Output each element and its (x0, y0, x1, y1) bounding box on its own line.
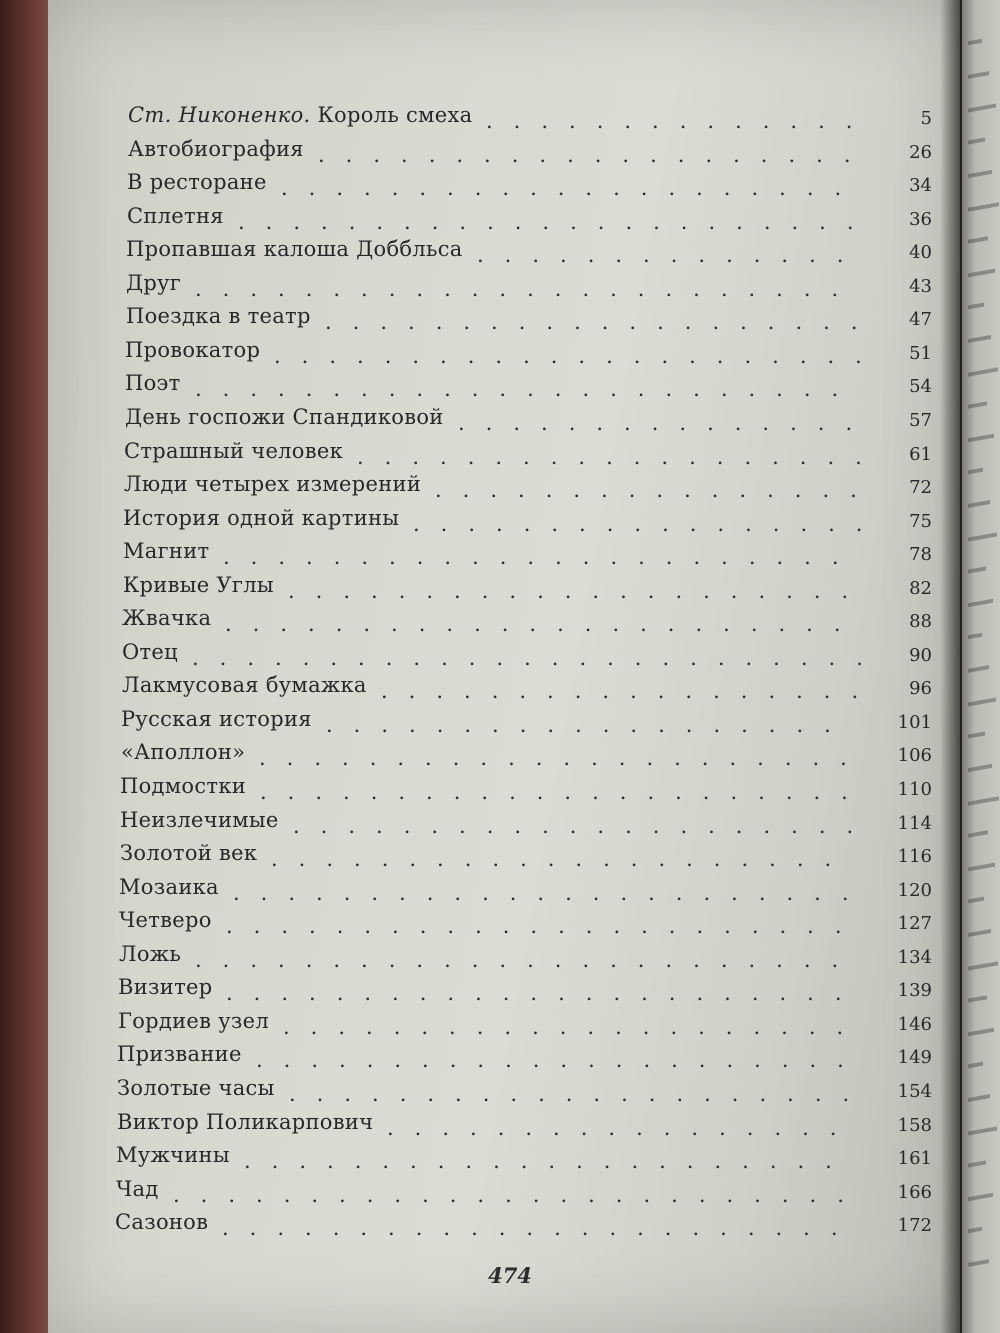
toc-dot-leader: ................... (326, 713, 852, 737)
toc-dot-leader: ................ (435, 478, 878, 502)
toc-entry (0, 840, 1000, 870)
toc-entry-title-text: Золотые часы (117, 1076, 275, 1100)
toc-entry-title-text: История одной картины (123, 506, 400, 530)
toc-dot-leader: ....................... (238, 210, 875, 234)
toc-entry-page: 161 (897, 1148, 932, 1169)
toc-entry-page: 72 (909, 477, 932, 498)
toc-entry-page: 149 (897, 1047, 932, 1068)
toc-dot-leader: ..................... (281, 176, 863, 200)
toc-entry-page: 88 (909, 611, 932, 632)
toc-dot-leader: ..................... (283, 1015, 865, 1039)
toc-dot-leader: ................. (413, 512, 884, 536)
toc-entry-page: 127 (897, 913, 932, 934)
toc-entry-page: 26 (909, 142, 932, 163)
toc-dot-leader: ..................... (289, 1082, 871, 1106)
toc-entry-title-text: Призвание (117, 1042, 242, 1066)
toc-dot-leader: .................. (381, 679, 880, 703)
toc-dot-leader: ...................... (259, 746, 868, 770)
toc-entry-title (121, 739, 245, 765)
toc-entry (0, 1109, 1000, 1139)
toc-entry (0, 874, 1000, 904)
toc-entry (0, 471, 1000, 501)
toc-entry-title (127, 203, 224, 229)
toc-entry-title (128, 102, 472, 128)
toc-entry-title (125, 337, 260, 363)
toc-entry-page: 116 (897, 846, 932, 867)
toc-entry-title (119, 941, 181, 967)
toc-entry-page: 172 (897, 1215, 932, 1236)
toc-entry (0, 236, 1000, 266)
toc-entry-page: 47 (909, 309, 932, 330)
toc-entry-title (118, 1008, 269, 1034)
toc-dot-leader: ...................... (260, 780, 869, 804)
toc-dot-leader: ................... (357, 445, 883, 469)
toc-dot-leader: .............. (486, 109, 874, 133)
toc-entry-title (126, 236, 463, 262)
toc-dot-leader: ..................... (271, 847, 853, 871)
toc-entry-page: 158 (897, 1115, 932, 1136)
toc-entry-title-text: Сплетня (127, 204, 224, 228)
toc-dot-leader: ..................... (293, 814, 875, 838)
toc-entry (0, 270, 1000, 300)
toc-entry (0, 1209, 1000, 1239)
toc-entry-title (121, 706, 312, 732)
toc-entry-title-text: Золотой век (120, 841, 258, 865)
toc-entry-title (122, 639, 178, 665)
toc-entry (0, 739, 1000, 769)
toc-entry (0, 337, 1000, 367)
toc-entry-title (127, 169, 267, 195)
toc-dot-leader: ....................... (226, 981, 863, 1005)
toc-entry-title-text: Кривые Углы (123, 573, 274, 597)
toc-entry-title (126, 303, 311, 329)
toc-entry-page: 96 (909, 678, 932, 699)
toc-entry-page: 36 (909, 209, 932, 230)
toc-entry-title-text: Сазонов (115, 1210, 209, 1234)
toc-entry (0, 203, 1000, 233)
toc-dot-leader: .................... (318, 143, 872, 167)
toc-entry-page: 101 (897, 712, 932, 733)
toc-entry (0, 706, 1000, 736)
toc-entry (0, 303, 1000, 333)
toc-entry-title (119, 874, 219, 900)
toc-entry-title-text: Чад (116, 1177, 159, 1201)
toc-entry-page: 120 (897, 880, 932, 901)
toc-entry-page: 154 (897, 1081, 932, 1102)
toc-entry (0, 807, 1000, 837)
toc-entry-title-text: Ложь (119, 942, 182, 966)
toc-entry (0, 773, 1000, 803)
toc-entry-title-text: Пропавшая калоша Доббльса (126, 237, 463, 261)
toc-entry (0, 605, 1000, 635)
toc-entry-title-text: День госпожи Спандиковой (125, 405, 444, 429)
toc-entry-title (119, 907, 212, 933)
toc-entry-title (123, 538, 209, 564)
toc-entry (0, 1075, 1000, 1105)
toc-entry-page: 40 (909, 242, 932, 263)
toc-entry-title-text: Визитер (118, 975, 213, 999)
toc-entry-title-text: Жвачка (122, 606, 212, 630)
toc-entry-title-text: Люди четырех измерений (124, 472, 422, 496)
toc-dot-leader: ....................... (223, 545, 860, 569)
toc-entry (0, 404, 1000, 434)
toc-entry-title (120, 807, 279, 833)
toc-entry-page: 106 (897, 745, 932, 766)
toc-entry-page: 90 (909, 645, 932, 666)
toc-entry (0, 1008, 1000, 1038)
toc-dot-leader: ................. (387, 1116, 858, 1140)
toc-entry-title-text: Поэт (125, 371, 181, 395)
toc-dot-leader: ............... (458, 411, 874, 435)
toc-entry (0, 672, 1000, 702)
toc-entry-page: 51 (909, 343, 932, 364)
toc-entry-title-text: Виктор Поликарпович (117, 1110, 374, 1134)
toc-entry-author: Ст. Никоненко. (128, 103, 311, 127)
toc-dot-leader: ......................... (173, 1183, 865, 1207)
toc-dot-leader: ...................... (274, 344, 883, 368)
toc-entry-title (128, 136, 304, 162)
toc-entry-title-text: Четверо (119, 908, 212, 932)
toc-entry-page: 5 (920, 108, 932, 129)
toc-dot-leader: ....................... (222, 1216, 859, 1240)
toc-dot-leader: ..................... (288, 579, 870, 603)
toc-entry-title (115, 1209, 208, 1235)
toc-entry-title-text: Мозаика (119, 875, 219, 899)
toc-entry (0, 438, 1000, 468)
toc-entry (0, 941, 1000, 971)
toc-entry-page: 134 (897, 947, 932, 968)
toc-entry-title (126, 270, 181, 296)
toc-entry (0, 639, 1000, 669)
toc-entry-page: 34 (909, 175, 932, 196)
toc-dot-leader: ........................ (195, 277, 860, 301)
toc-entry-title-text: Автобиография (128, 137, 304, 161)
toc-entry-page: 43 (909, 276, 932, 297)
toc-entry-title (117, 1041, 242, 1067)
toc-entry-page: 114 (897, 813, 932, 834)
toc-entry-title (125, 370, 181, 396)
toc-entry (0, 505, 1000, 535)
toc-entry-title-text: Мужчины (116, 1143, 230, 1167)
toc-entry-title-text: Король смеха (317, 103, 473, 127)
toc-entry (0, 974, 1000, 1004)
toc-entry-title-text: Неизлечимые (120, 808, 279, 832)
toc-entry (0, 907, 1000, 937)
toc-entry-title (124, 438, 343, 464)
toc-dot-leader: ......................... (192, 646, 884, 670)
toc-entry-page: 78 (909, 544, 932, 565)
toc-entry-title-text: Лакмусовая бумажка (122, 673, 367, 697)
toc-entry (0, 102, 1000, 132)
toc-entry-title-text: «Аполлон» (121, 740, 246, 764)
toc-entry-title (123, 572, 274, 598)
toc-entry-title (117, 1075, 275, 1101)
toc-dot-leader: ....................... (226, 914, 863, 938)
toc-dot-leader: ...................... (244, 1149, 853, 1173)
toc-entry (0, 1142, 1000, 1172)
toc-entry (0, 1041, 1000, 1071)
toc-entry-title (122, 605, 211, 631)
toc-entry-title (125, 404, 444, 430)
toc-entry-title-text: Провокатор (125, 338, 261, 362)
toc-entry-title-text: Русская история (121, 707, 312, 731)
toc-entry-title (117, 1109, 373, 1135)
toc-entry-page: 166 (897, 1182, 932, 1203)
toc-entry-page: 54 (909, 376, 932, 397)
toc-dot-leader: ....................... (225, 612, 862, 636)
toc-entry (0, 538, 1000, 568)
toc-entry (0, 370, 1000, 400)
toc-entry-title-text: В ресторане (127, 170, 267, 194)
toc-entry-title (116, 1176, 159, 1202)
toc-entry-title-text: Поездка в театр (126, 304, 311, 328)
toc-dot-leader: ...................... (256, 1048, 865, 1072)
toc-dot-leader: ........................ (195, 377, 860, 401)
toc-dot-leader: ........................ (195, 948, 860, 972)
toc-dot-leader: .............. (477, 243, 865, 267)
toc-entry (0, 169, 1000, 199)
toc-entry-page: 61 (909, 444, 932, 465)
page-number: 474 (488, 1263, 532, 1288)
toc-dot-leader: ....................... (233, 881, 870, 905)
toc-entry-title (124, 471, 421, 497)
toc-entry-title-text: Подмостки (120, 774, 247, 798)
toc-entry-title-text: Страшный человек (124, 439, 344, 463)
toc-entry-title-text: Друг (126, 271, 182, 295)
toc-entry-page: 146 (897, 1014, 932, 1035)
toc-entry-title (118, 974, 212, 1000)
toc-entry-title-text: Отец (122, 640, 178, 664)
toc-entry-page: 139 (897, 980, 932, 1001)
toc-entry-title-text: Магнит (123, 539, 210, 563)
toc-entry-title (120, 773, 246, 799)
toc-entry (0, 136, 1000, 166)
toc-entry-title (116, 1142, 230, 1168)
toc-entry (0, 572, 1000, 602)
toc-entry-page: 82 (909, 578, 932, 599)
toc-dot-leader: .................... (325, 310, 879, 334)
toc-entry-title-text: Гордиев узел (118, 1009, 270, 1033)
toc-entry-title (123, 505, 399, 531)
toc-entry-page: 57 (909, 410, 932, 431)
toc-entry-title (120, 840, 257, 866)
toc-entry (0, 1176, 1000, 1206)
toc-entry-page: 75 (909, 511, 932, 532)
toc-entry-page: 110 (897, 779, 932, 800)
toc-entry-title (122, 672, 367, 698)
